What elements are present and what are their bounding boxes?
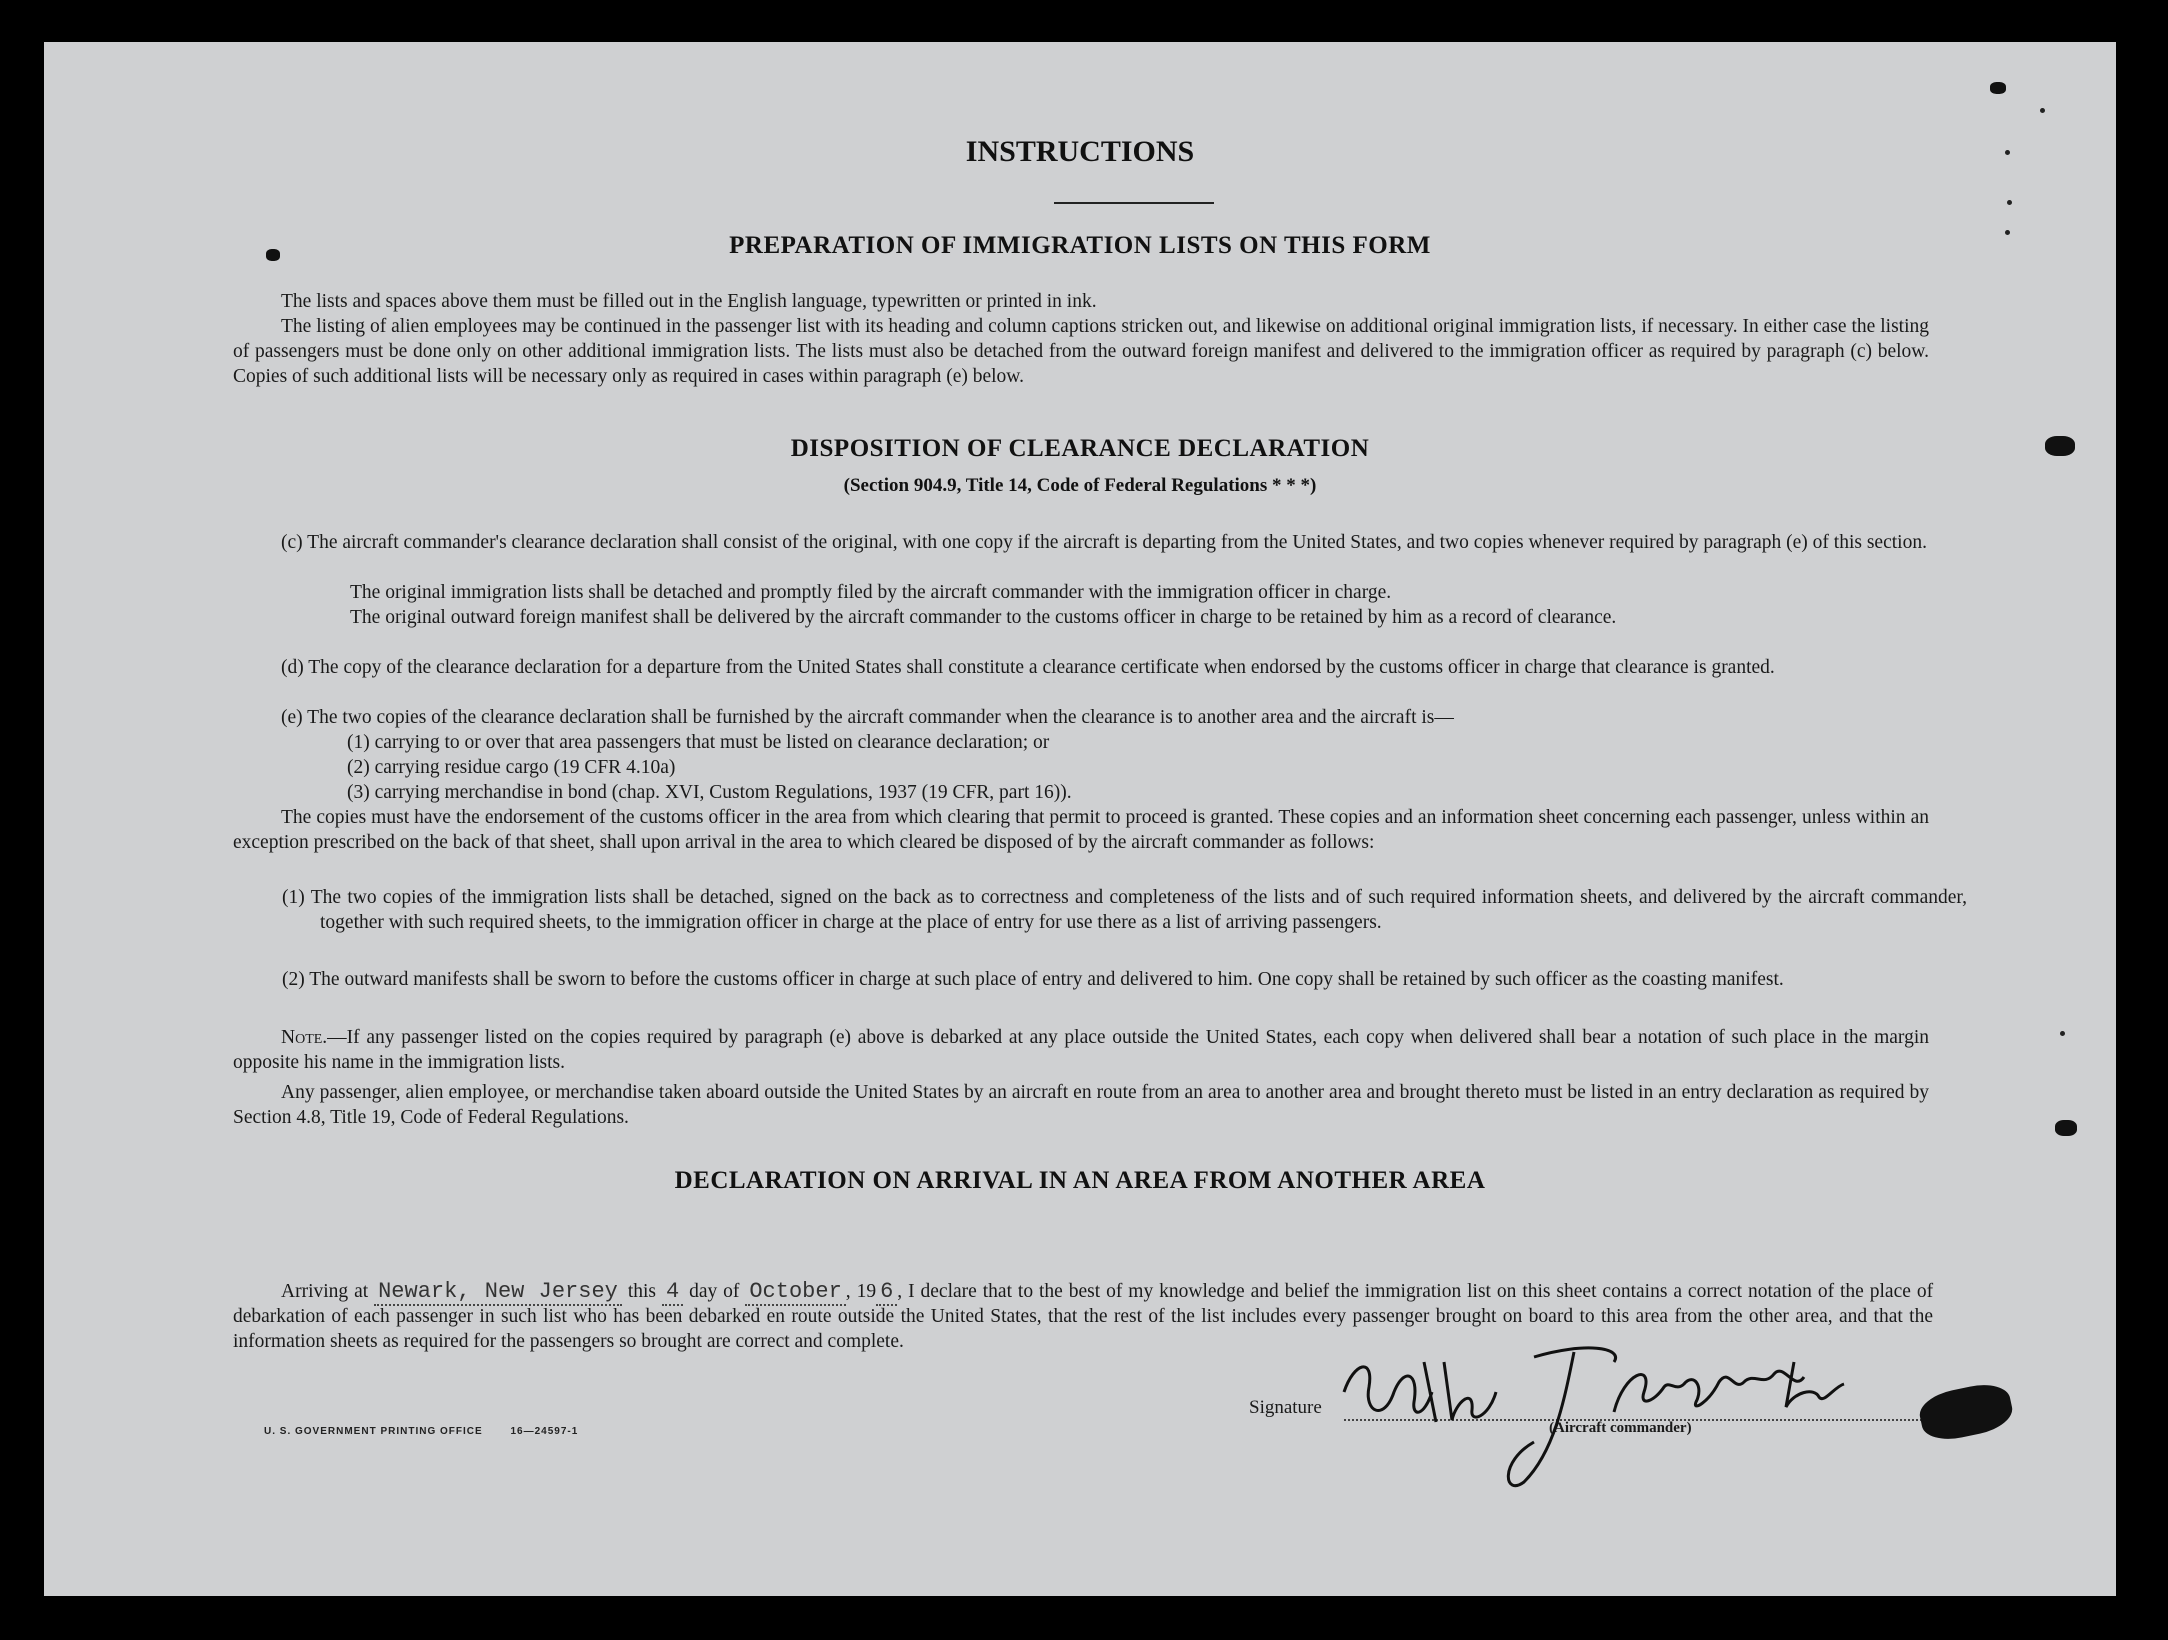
this-label: this bbox=[627, 1280, 656, 1302]
list-item-e3: (3) carrying merchandise in bond (chap. XVI, Custom Regulations, 1937 (19 CFR, part 16)). bbox=[347, 782, 1072, 803]
paragraph-c1: The original immigration lists shall be detached and promptly filed by the aircraft commander with the immigration officer in charge. bbox=[350, 582, 1392, 603]
declaration-text: , I declare that to the best of my knowledge and belief the immigration list on this sheet contains a correct notation of the place of debarkation of each passenger in such list who has been debarked en route outside the United States, that the rest of the list includes every passenger brought on board to this area from the other area, and that the information sheets as required for the passengers so brought are correct and complete. bbox=[233, 1280, 1934, 1352]
ink-blot bbox=[2045, 436, 2075, 456]
section-heading-declaration: DECLARATION ON ARRIVAL IN AN AREA FROM ANOTHER AREA bbox=[674, 1167, 1486, 1194]
ink-blot bbox=[1990, 82, 2006, 94]
arriving-at-field[interactable]: Newark, New Jersey bbox=[374, 1279, 622, 1306]
ink-blot bbox=[2055, 1120, 2077, 1136]
list-item-f1: (1) The two copies of the immigration lists shall be detached, signed on the back as to correctness and completeness of the lists and of such required information sheets, and delivered by the aircraft commander, together with such required sheets, to the immigration officer in charge at the place of entry for use there as a list of arriving passengers. bbox=[282, 887, 1967, 933]
printing-office-imprint bbox=[264, 1426, 578, 1437]
paragraph-e: (e) The two copies of the clearance declaration shall be furnished by the aircraft commander when the clearance is to another area and the aircraft is— bbox=[281, 707, 1454, 728]
note-text: —If any passenger listed on the copies required by paragraph (e) above is debarked at any place outside the United States, each copy when delivered shall bear a notation of such place in the margin opposite his name in the immigration lists. bbox=[233, 1027, 1929, 1073]
day-of-label: day of bbox=[689, 1280, 740, 1302]
page-title: INSTRUCTIONS bbox=[965, 135, 1195, 168]
ink-speck bbox=[2007, 200, 2012, 205]
year-field[interactable]: 6 bbox=[876, 1279, 897, 1306]
document-page bbox=[44, 42, 2116, 1596]
printing-office-label: U. S. GOVERNMENT PRINTING OFFICE bbox=[264, 1426, 483, 1437]
paragraph-english-language: The lists and spaces above them must be filled out in the English language, typewritten or printed in ink. bbox=[281, 291, 1097, 312]
list-item-e1: (1) carrying to or over that area passengers that must be listed on clearance declaration; or bbox=[347, 732, 1050, 753]
ink-speck bbox=[2005, 150, 2010, 155]
paragraph-any-passenger: Any passenger, alien employee, or merchandise taken aboard outside the United States by an aircraft en route from an area to another area and brought thereto must be listed in an entry declaration as required by Section 4.8, Title 19, Code of Federal Regulations. bbox=[233, 1082, 1929, 1128]
ink-blot bbox=[266, 249, 280, 261]
form-number: 16—24597-1 bbox=[510, 1426, 579, 1437]
paragraph-alien-employees: The listing of alien employees may be continued in the passenger list with its heading and column captions stricken out, and likewise on additional original immigration lists, if necessary. In either case the listing of passengers must be done only on other additional immigration lists. The lists must also be detached from the outward foreign manifest and delivered to the immigration officer as required by paragraph (c) below. Copies of such additional lists will be necessary only as required in cases within paragraph (e) below. bbox=[233, 316, 1929, 387]
paragraph-note bbox=[233, 1025, 1929, 1075]
list-item-f2: (2) The outward manifests shall be sworn to before the customs officer in charge at such place of entry and delivered to him. One copy shall be retained by such officer as the coasting manifest. bbox=[282, 969, 1784, 990]
section-heading-preparation: PREPARATION OF IMMIGRATION LISTS ON THIS FORM bbox=[729, 232, 1431, 259]
title-underline bbox=[1054, 202, 1214, 204]
arriving-at-label: Arriving at bbox=[281, 1280, 369, 1302]
note-label: Note. bbox=[281, 1027, 328, 1048]
section-subheading-regulations: (Section 904.9, Title 14, Code of Federal Regulations * * *) bbox=[843, 475, 1317, 496]
ink-speck bbox=[2005, 230, 2010, 235]
paragraph-c2: The original outward foreign manifest shall be delivered by the aircraft commander to the customs officer in charge to be retained by him as a record of clearance. bbox=[350, 607, 1617, 628]
signature-caption: (Aircraft commander) bbox=[1549, 1420, 1692, 1436]
year-prefix: , 19 bbox=[845, 1280, 877, 1302]
month-field[interactable]: October bbox=[745, 1279, 845, 1306]
ink-speck bbox=[2060, 1031, 2065, 1036]
ink-speck bbox=[2040, 108, 2045, 113]
section-heading-disposition: DISPOSITION OF CLEARANCE DECLARATION bbox=[790, 435, 1370, 462]
paragraph-d: (d) The copy of the clearance declaration for a departure from the United States shall constitute a clearance certificate when endorsed by the customs officer in charge that clearance is granted. bbox=[281, 657, 1775, 678]
paragraph-copies: The copies must have the endorsement of the customs officer in the area from which clearing that permit to proceed is granted. These copies and an information sheet concerning each passenger, unless within an exception prescribed on the back of that sheet, shall upon arrival in the area to which cleared be disposed of by the aircraft commander as follows: bbox=[233, 807, 1929, 853]
day-field[interactable]: 4 bbox=[662, 1279, 683, 1306]
list-item-e2: (2) carrying residue cargo (19 CFR 4.10a) bbox=[347, 757, 676, 778]
paragraph-c: (c) The aircraft commander's clearance declaration shall consist of the original, with one copy if the aircraft is departing from the United States, and two copies whenever required by paragraph (e) of this section. bbox=[281, 532, 1927, 553]
signature-label: Signature bbox=[1249, 1397, 1322, 1418]
handwritten-signature bbox=[1324, 1332, 1864, 1492]
